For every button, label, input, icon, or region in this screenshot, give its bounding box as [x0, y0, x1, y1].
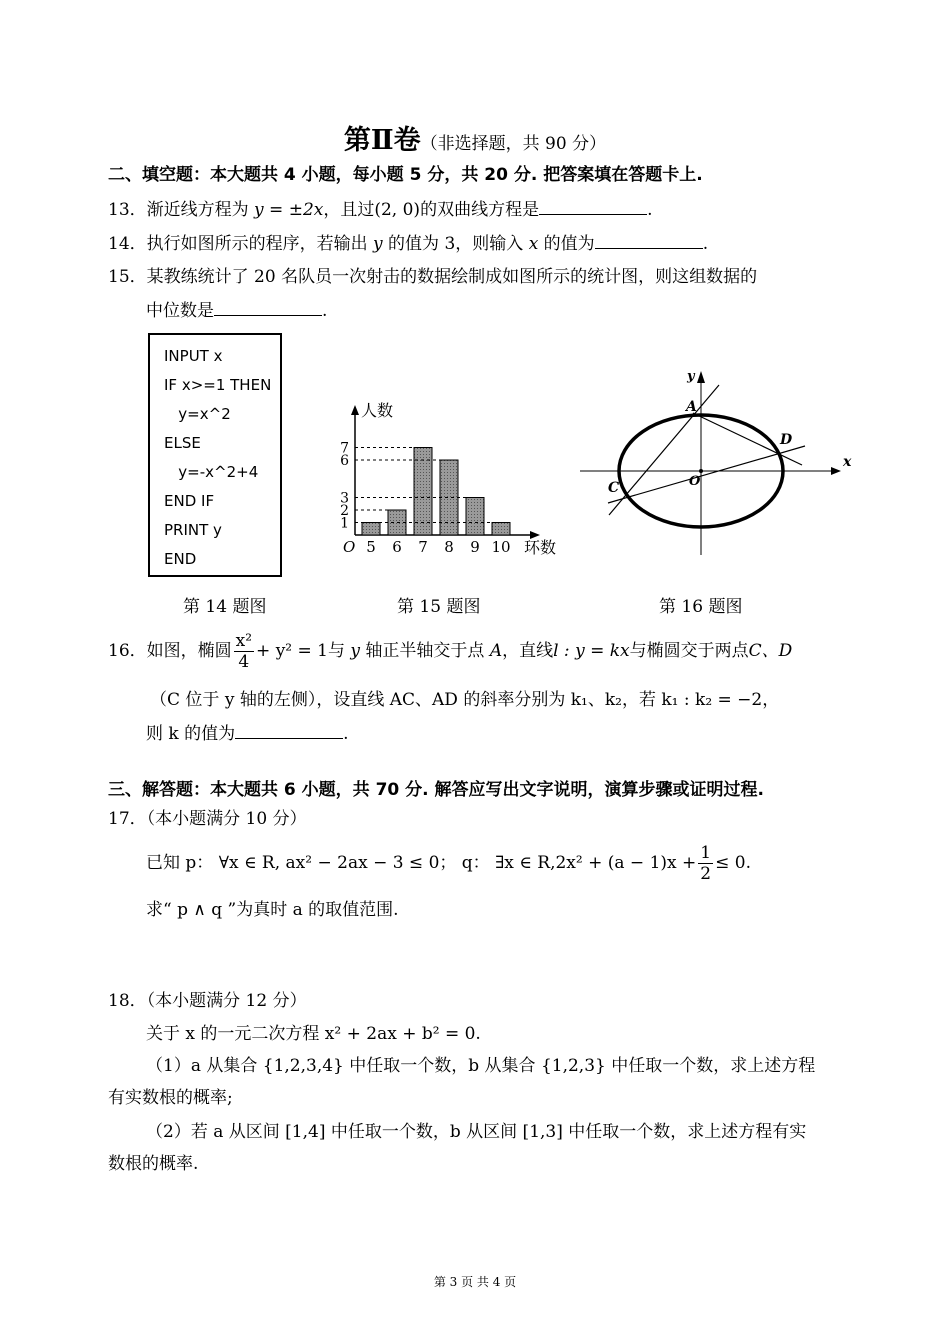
question-16-line2: （C 位于 y 轴的左侧），设直线 AC、AD 的斜率分别为 k₁、k₂，若 k₁ : k₂ = −2， [150, 690, 780, 710]
program-line: y=x^2 [164, 405, 231, 423]
y-axis-arrow [697, 371, 705, 383]
q14-answer-blank [595, 231, 703, 249]
question-15-line1: 15．某教练统计了 20 名队员一次射击的数据绘制成如图所示的统计图，则这组数据的 [108, 267, 758, 287]
origin-label: O [343, 538, 356, 556]
x-axis-arrow [831, 467, 841, 475]
q14-var-x: x [528, 234, 539, 254]
q15-end: . [322, 301, 328, 321]
x-tick-label: 7 [418, 538, 428, 556]
q13-text-after: ，且过(2, 0)的双曲线方程是 [323, 200, 540, 220]
y-tick-label: 6 [340, 453, 349, 469]
bar-chart [330, 400, 570, 565]
q13-answer-blank [539, 197, 647, 215]
ellipse-figure [575, 365, 865, 565]
x-tick-label: 5 [366, 538, 376, 556]
program-line: y=-x^2+4 [164, 463, 259, 481]
q17-fraction [698, 843, 713, 884]
q16-text2: 轴正半轴交于点 [360, 641, 490, 661]
question-17-condition [146, 840, 751, 886]
y-tick-label: 1 [340, 515, 349, 532]
x-axis-label: 环数 [524, 538, 557, 557]
label-y: y [687, 369, 695, 384]
caption-14: 第 14 题图 [183, 597, 267, 617]
section3-heading: 三、解答题：本大题共 6 小题，共 70 分. 解答应写出文字说明，演算步骤或证明过程. [108, 780, 764, 800]
bars-group [340, 441, 510, 557]
section-title-sub: （非选择题，共 90 分） [420, 134, 607, 154]
question-14 [108, 231, 708, 255]
label-x: x [843, 454, 852, 470]
section2-heading: 二、填空题：本大题共 4 小题，每小题 5 分，共 20 分. 把答案填在答题卡上. [108, 165, 703, 185]
label-c: C [608, 480, 620, 496]
question-17-ask: 求“ p ∧ q ”为真时 a 的取值范围. [146, 900, 399, 920]
question-18-part2: （2）若 a 从区间 [1,4] 中任取一个数，b 从区间 [1,3] 中任取一个数，求上述方程有实 [146, 1122, 807, 1142]
q17-cond-end: ≤ 0. [715, 853, 751, 873]
program-line: ELSE [164, 434, 201, 452]
bar-9 [466, 498, 484, 536]
label-a: A [686, 399, 697, 415]
question-13 [108, 197, 652, 221]
q15-line2-text: 中位数是 [146, 301, 214, 321]
x-tick-label: 8 [444, 538, 454, 556]
question-16-line3 [146, 721, 349, 745]
question-18-part1: （1）a 从集合 {1,2,3,4} 中任取一个数，b 从集合 {1,2,3} 中任取一个数，求上述方程 [146, 1056, 816, 1076]
q14-text: 14．执行如图所示的程序，若输出 [108, 234, 374, 254]
question-18-part1-cont: 有实数根的概率; [108, 1088, 233, 1108]
label-d: D [780, 432, 793, 448]
bar-8 [440, 460, 458, 535]
q17-frac-den: 2 [700, 864, 712, 884]
q16-text3: ，直线 [502, 641, 554, 661]
question-17-head: 17．（本小题满分 10 分） [108, 809, 307, 829]
q14-text-mid: 的值为 3，则输入 [382, 234, 529, 254]
q16-eq: + y² = 1与 [256, 641, 351, 661]
caption-15: 第 15 题图 [397, 597, 481, 617]
q16-frac-den: 4 [238, 652, 250, 672]
question-18-line1: 关于 x 的一元二次方程 x² + 2ax + b² = 0. [146, 1024, 481, 1044]
q16-fraction [234, 631, 254, 672]
y-axis-arrow [351, 405, 359, 415]
y-tick-label: 2 [340, 503, 349, 519]
x-tick-label: 10 [491, 538, 511, 556]
q13-end: . [647, 200, 653, 220]
origin-point [699, 469, 703, 473]
q16-point-a: A [489, 641, 503, 661]
q16-end: . [343, 724, 349, 744]
program-line: END IF [164, 492, 215, 510]
q14-text-after: 的值为 [538, 234, 595, 254]
question-15-line2 [146, 298, 327, 322]
y-axis-label: 人数 [361, 401, 394, 420]
program-box [148, 333, 282, 577]
q16-line3-text: 则 k 的值为 [146, 724, 236, 744]
caption-16: 第 16 题图 [659, 597, 743, 617]
q16-answer-blank [235, 721, 343, 739]
q16-var: y [350, 641, 360, 661]
y-tick-label: 7 [340, 440, 349, 457]
q13-math: y = ±2x [254, 200, 324, 220]
label-o: O [689, 474, 701, 489]
q16-line-eq: l : y = kx [553, 641, 630, 661]
q16-text: 16．如图，椭圆 [108, 641, 232, 661]
bar-7 [414, 448, 432, 536]
page-footer: 第 3 页 共 4 页 [433, 1275, 517, 1289]
question-16-line1 [108, 628, 792, 674]
q16-points: C、D [748, 641, 793, 661]
q17-cond: 已知 p： ∀x ∈ R, ax² − 2ax − 3 ≤ 0； q： ∃x ∈ R,2x² + (a − 1)x + [146, 853, 697, 873]
q14-var-y: y [373, 234, 383, 254]
section-title-main: 第Ⅱ卷 [343, 125, 421, 156]
q15-answer-blank [214, 298, 322, 316]
q13-text: 13．渐近线方程为 [108, 200, 255, 220]
program-line: INPUT x [164, 347, 223, 365]
bar-10 [492, 523, 510, 536]
bar-5 [362, 523, 380, 536]
q14-end: . [702, 234, 709, 254]
program-line: END [164, 550, 197, 568]
y-tick-label: 3 [340, 490, 349, 507]
q16-frac-num: x² [235, 631, 253, 651]
program-line: IF x>=1 THEN [164, 376, 272, 394]
q17-frac-num: 1 [700, 843, 712, 863]
x-tick-label: 6 [392, 538, 402, 556]
program-line: PRINT y [164, 521, 222, 539]
section-title [0, 118, 950, 157]
x-tick-label: 9 [470, 538, 480, 556]
question-18-part2-cont: 数根的概率. [108, 1154, 199, 1174]
q16-text4: 与椭圆交于两点 [629, 641, 749, 661]
question-18-head: 18．（本小题满分 12 分） [108, 991, 307, 1011]
